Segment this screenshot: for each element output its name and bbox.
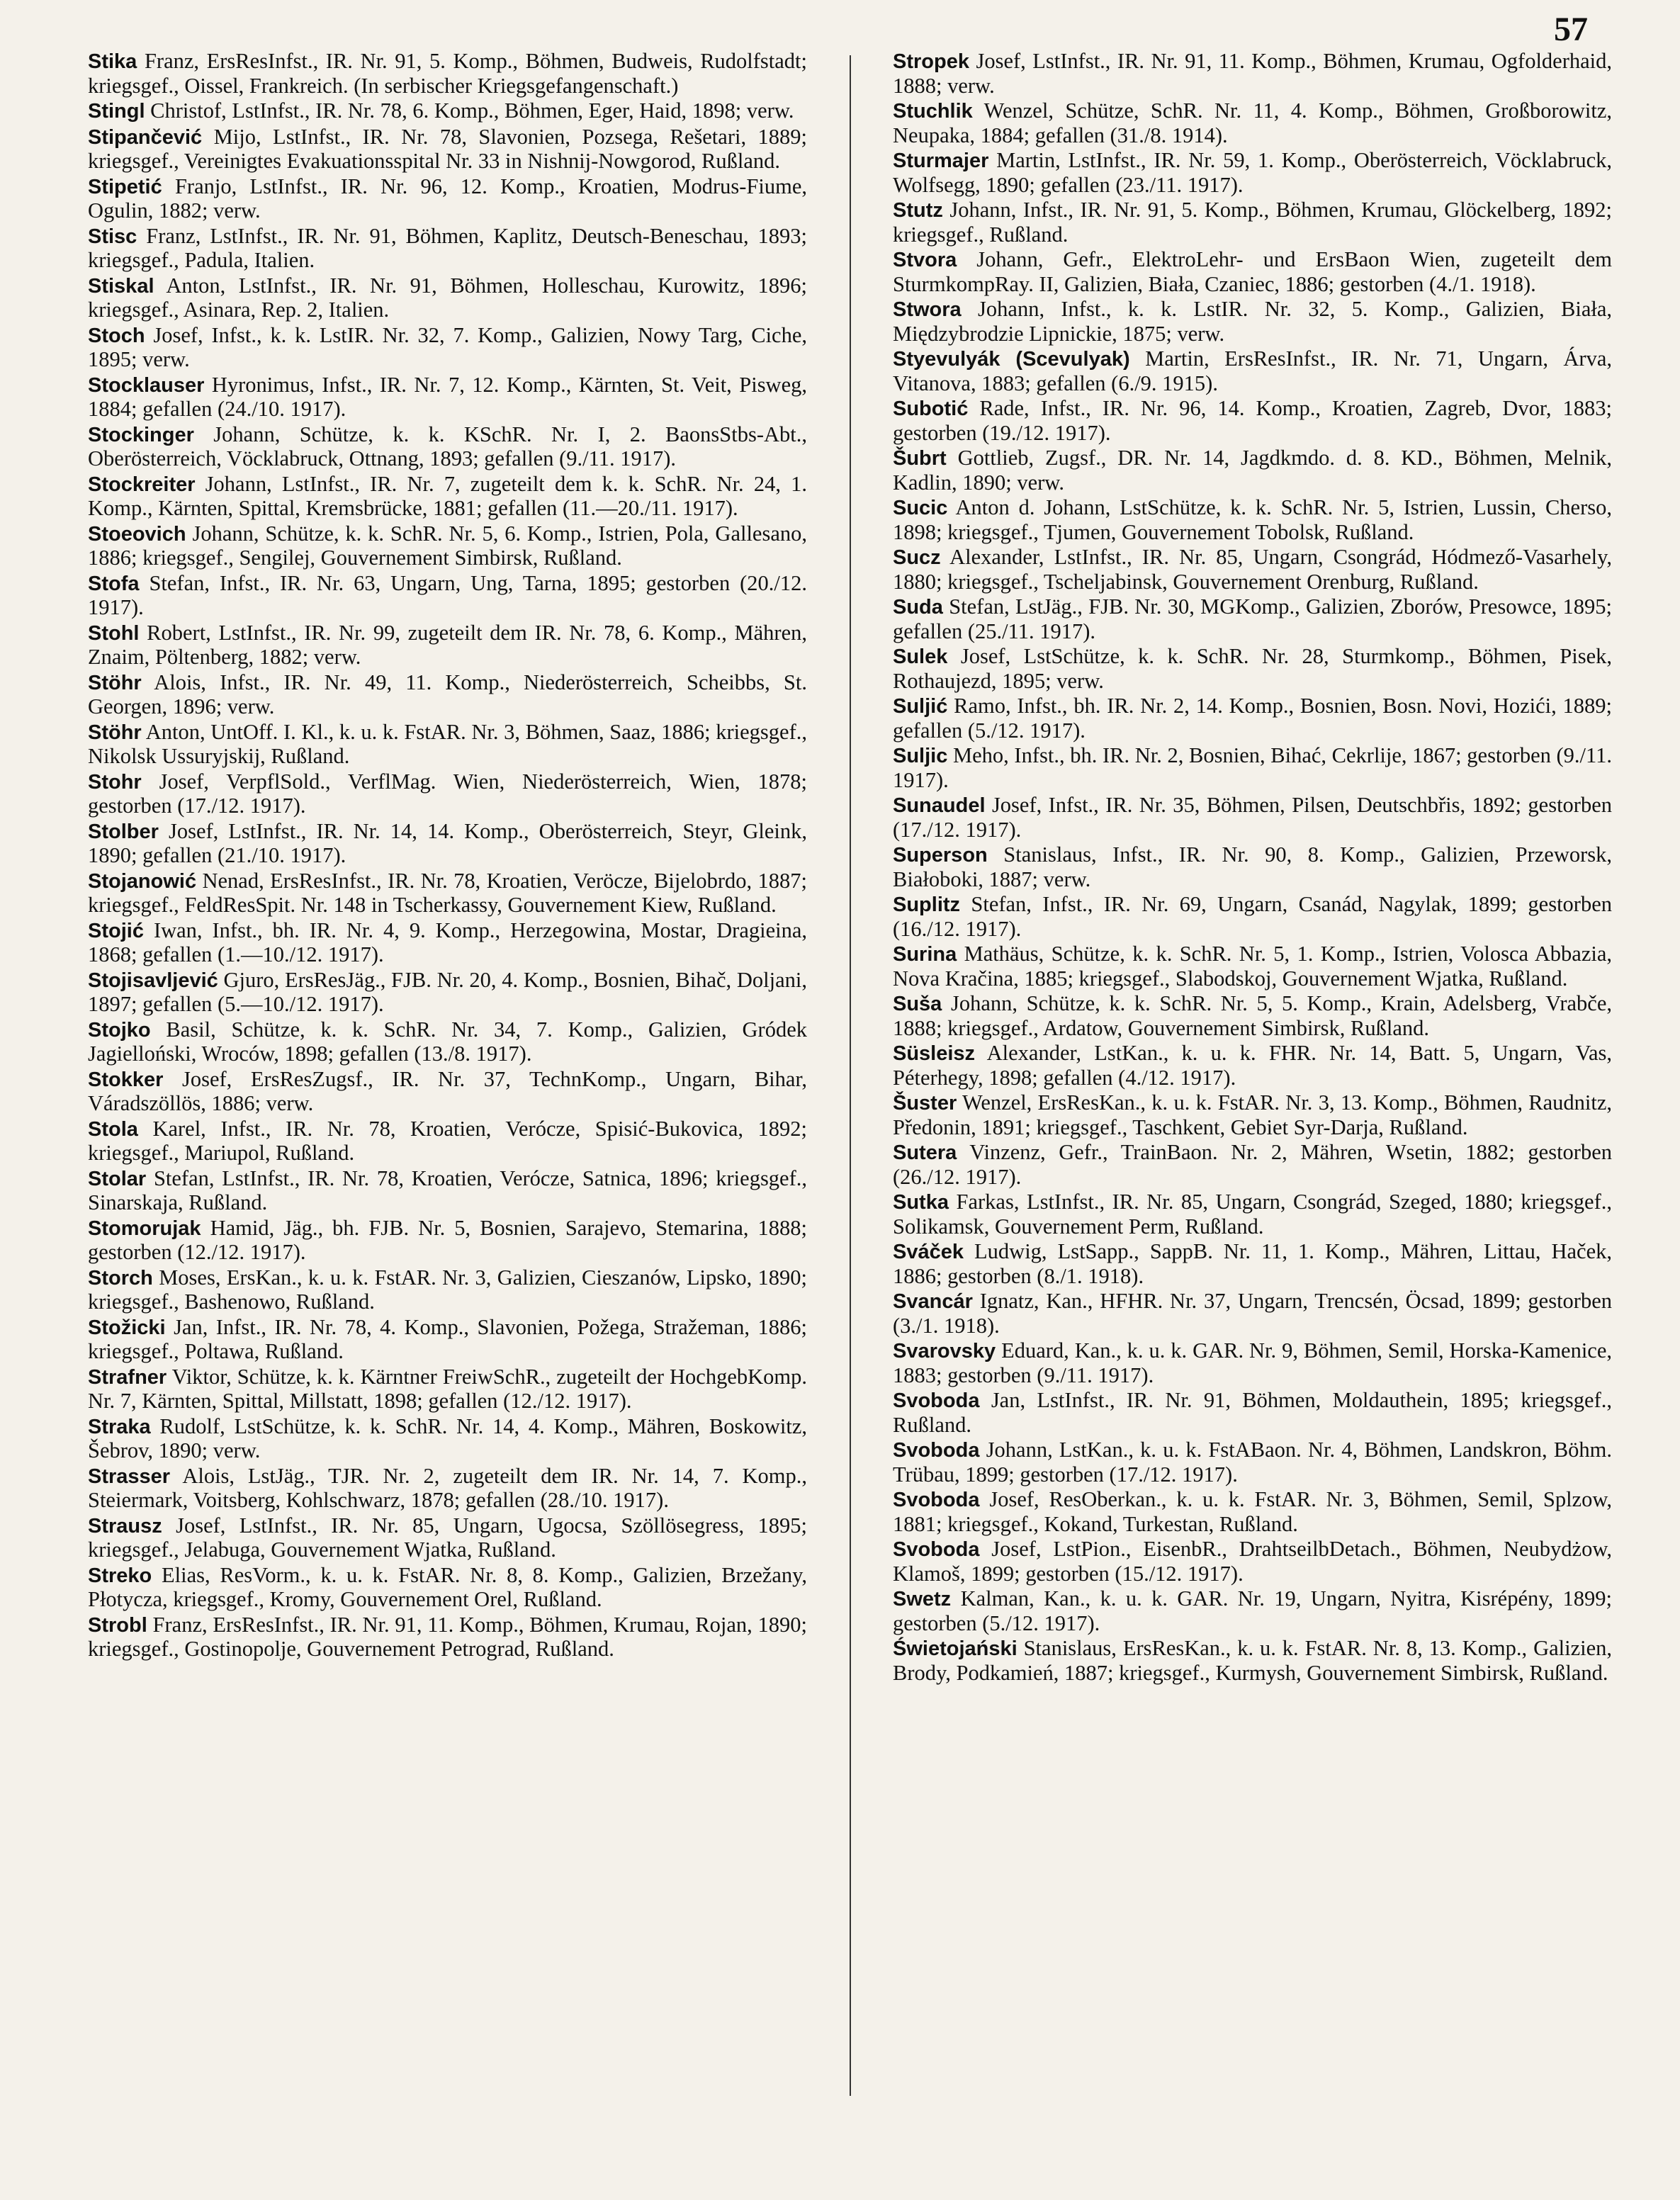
entry-details: Mathäus, Schütze, k. k. SchR. Nr. 5, 1. Komp., Istrien, Volosca Abbazia, Nova Kračina, 1885; kriegsgef., Slabodskoj, Gouvernement Wjatka, Rußland.: [893, 942, 1612, 991]
register-entry: [88, 969, 807, 1017]
register-entry: [893, 1488, 1612, 1536]
entry-surname: Svoboda: [893, 1389, 980, 1412]
entry-details: Josef, VerpflSold., VerflMag. Wien, Niederösterreich, Wien, 1878; gestorben (17./12. 1917).: [88, 769, 808, 818]
entry-details: Josef, ErsResZugsf., IR. Nr. 37, TechnKomp., Ungarn, Bihar, Váradszöllös, 1886; verw.: [88, 1066, 808, 1115]
register-entry: [893, 843, 1612, 891]
entry-surname: Stofa: [88, 572, 140, 595]
register-entry: [88, 1564, 807, 1612]
entry-surname: Suljic: [893, 745, 948, 767]
entry-surname: Świetojański: [893, 1637, 1017, 1660]
entry-details: Anton d. Johann, LstSchütze, k. k. SchR. Nr. 5, Istrien, Lussin, Cherso, 1898; kriegsgef., Tjumen, Gouvernement Tobolsk, Rußland.: [893, 495, 1612, 544]
columns: [88, 50, 1612, 2104]
page-number: 57: [1554, 11, 1588, 48]
entry-details: Jan, LstInfst., IR. Nr. 91, Böhmen, Moldauthein, 1895; kriegsgef., Rußland.: [893, 1388, 1612, 1437]
entry-details: Stanislaus, ErsResKan., k. u. k. FstAR. Nr. 8, 13. Komp., Galizien, Brody, Podkamień, 1887; kriegsgef., Kurmysh, Gouvernement Simbirsk, Rußland.: [893, 1636, 1613, 1685]
register-entry: [893, 1587, 1612, 1635]
entry-surname: Stožicki: [88, 1316, 166, 1339]
entry-surname: Stoeovich: [88, 522, 186, 546]
register-entry: [893, 496, 1612, 544]
entry-surname: Suša: [893, 993, 942, 1015]
entry-surname: Stöhr: [88, 671, 142, 694]
entry-details: Anton, LstInfst., IR. Nr. 91, Böhmen, Holleschau, Kurowitz, 1896; kriegsgef., Asinara, Rep. 2, Italien.: [88, 273, 807, 322]
entry-details: Mijo, LstInfst., IR. Nr. 78, Slavonien, Pozsega, Rešetari, 1889; kriegsgef., Vereinigtes Evakuationsspital Nr. 33 in Nishnij-Nowgorod, Rußland.: [88, 124, 808, 173]
entry-details: Josef, LstInfst., IR. Nr. 85, Ungarn, Ugocsa, Szöllösegress, 1895; kriegsgef., Jelabuga, Gouvernement Wjatka, Rußland.: [88, 1513, 807, 1562]
register-entry: [88, 1613, 807, 1662]
entry-details: Franjo, LstInfst., IR. Nr. 96, 12. Komp., Kroatien, Modrus-Fiume, Ogulin, 1882; verw.: [88, 174, 808, 222]
entry-details: Josef, LstInfst., IR. Nr. 14, 14. Komp., Oberösterreich, Steyr, Gleink, 1890; gefallen (21./10. 1917).: [88, 818, 808, 867]
register-entry: [893, 645, 1612, 693]
entry-surname: Subotić: [893, 397, 969, 420]
register-entry: [88, 1514, 807, 1562]
entry-surname: Sunaudel: [893, 794, 986, 817]
entry-details: Hamid, Jäg., bh. FJB. Nr. 5, Bosnien, Sarajevo, Stemarina, 1888; gestorben (12./12. 1917).: [88, 1215, 807, 1264]
entry-surname: Šubrt: [893, 447, 947, 470]
entry-surname: Stoch: [88, 324, 145, 347]
register-entry: [893, 347, 1612, 395]
entry-details: Johann, LstInfst., IR. Nr. 7, zugeteilt dem k. k. SchR. Nr. 24, 1. Komp., Kärnten, Spittal, Kremsbrücke, 1881; gefallen (11.—20./11. 1917).: [88, 471, 808, 520]
register-entry: [88, 423, 807, 471]
entry-surname: Stolar: [88, 1167, 147, 1190]
register-entry: [893, 397, 1612, 445]
register-entry: [893, 1042, 1612, 1090]
entry-surname: Stika: [88, 50, 137, 73]
entry-details: Johann, Schütze, k. k. SchR. Nr. 5, 5. Komp., Krain, Adelsberg, Vrabče, 1888; kriegsgef., Ardatow, Gouvernement Simbirsk, Rußland.: [893, 991, 1613, 1040]
register-entry: [88, 1465, 807, 1513]
entry-details: Alexander, LstKan., k. u. k. FHR. Nr. 14, Batt. 5, Ungarn, Vas, Péterhegy, 1898; gefallen (4./12. 1917).: [893, 1041, 1613, 1090]
register-entry: [88, 770, 807, 818]
register-entry: [88, 1018, 807, 1066]
entry-surname: Swetz: [893, 1588, 952, 1610]
entry-details: Jan, Infst., IR. Nr. 78, 4. Komp., Slavonien, Požega, Stražeman, 1886; kriegsgef., Poltawa, Rußland.: [88, 1314, 807, 1363]
register-entry: [893, 50, 1612, 98]
entry-details: Rade, Infst., IR. Nr. 96, 14. Komp., Kroatien, Zagreb, Dvor, 1883; gestorben (19./12. 1917).: [893, 396, 1613, 445]
entry-details: Stefan, Infst., IR. Nr. 69, Ungarn, Csanád, Nagylak, 1899; gestorben (16./12. 1917).: [893, 892, 1612, 941]
register-entry: [893, 1091, 1612, 1139]
entry-surname: Sutka: [893, 1191, 949, 1214]
entry-surname: Stockinger: [88, 423, 194, 446]
register-entry: [893, 1637, 1612, 1685]
entry-surname: Surina: [893, 943, 957, 966]
register-entry: [88, 1217, 807, 1265]
register-entry: [88, 1365, 807, 1414]
entry-surname: Stojko: [88, 1018, 151, 1042]
entry-details: Robert, LstInfst., IR. Nr. 99, zugeteilt dem IR. Nr. 78, 6. Komp., Mähren, Znaim, Pöltenberg, 1882; verw.: [88, 620, 808, 669]
entry-surname: Streko: [88, 1564, 152, 1587]
register-entry: [893, 595, 1612, 643]
entry-surname: Sulek: [893, 645, 948, 668]
entry-details: Vinzenz, Gefr., TrainBaon. Nr. 2, Mähren, Wsetin, 1882; gestorben (26./12. 1917).: [893, 1140, 1612, 1189]
register-entry: [88, 522, 807, 570]
register-entry: [88, 274, 807, 322]
entry-surname: Stöhr: [88, 721, 142, 744]
register-entry: [893, 446, 1612, 495]
entry-details: Basil, Schütze, k. k. SchR. Nr. 34, 7. Komp., Galizien, Gródek Jagielloński, Wroców, 1898; gefallen (13./8. 1917).: [88, 1017, 807, 1066]
entry-surname: Svancár: [893, 1290, 973, 1313]
entry-surname: Stiskal: [88, 274, 154, 298]
register-entry: [88, 125, 807, 174]
entry-surname: Stipančević: [88, 125, 203, 149]
register-entry: [893, 298, 1612, 346]
right-column: [893, 50, 1612, 2104]
entry-surname: Stohl: [88, 621, 140, 645]
entry-surname: Stvora: [893, 249, 957, 271]
entry-surname: Suljić: [893, 695, 948, 718]
entry-surname: Sucic: [893, 497, 948, 519]
register-entry: [893, 893, 1612, 941]
entry-surname: Stwora: [893, 298, 962, 321]
register-entry: [88, 919, 807, 967]
entry-surname: Strasser: [88, 1465, 171, 1488]
register-entry: [893, 794, 1612, 842]
entry-details: Josef, LstSchütze, k. k. SchR. Nr. 28, Sturmkomp., Böhmen, Pisek, Rothaujezd, 1895; verw.: [893, 644, 1612, 693]
entry-surname: Strafner: [88, 1365, 167, 1389]
entry-details: Stefan, LstJäg., FJB. Nr. 30, MGKomp., Galizien, Zborów, Presowce, 1895; gefallen (25./11. 1917).: [893, 594, 1613, 643]
entry-surname: Sturmajer: [893, 150, 989, 172]
entry-details: Christof, LstInfst., IR. Nr. 78, 6. Komp., Böhmen, Eger, Haid, 1898; verw.: [150, 98, 794, 123]
entry-surname: Svoboda: [893, 1439, 980, 1462]
register-entry: [88, 1316, 807, 1364]
entry-details: Wenzel, Schütze, SchR. Nr. 11, 4. Komp., Böhmen, Großborowitz, Neupaka, 1884; gefallen (31./8. 1914).: [893, 98, 1612, 147]
entry-surname: Stomorujak: [88, 1217, 201, 1240]
entry-details: Gottlieb, Zugsf., DR. Nr. 14, Jagdkmdo. d. 8. KD., Böhmen, Melnik, Kadlin, 1890; verw.: [893, 446, 1612, 495]
entry-details: Josef, LstPion., EisenbR., DrahtseilbDetach., Böhmen, Neubydżow, Klamoš, 1899; gestorben (15./12. 1917).: [893, 1537, 1613, 1586]
entry-surname: Sváček: [893, 1241, 964, 1263]
entry-surname: Storch: [88, 1266, 153, 1290]
register-entry: [893, 99, 1612, 147]
entry-details: Hyronimus, Infst., IR. Nr. 7, 12. Komp., Kärnten, St. Veit, Pisweg, 1884; gefallen (24./10. 1917).: [88, 372, 807, 421]
entry-details: Ludwig, LstSapp., SappB. Nr. 11, 1. Komp., Mähren, Littau, Haček, 1886; gestorben (8./1. 1918).: [893, 1239, 1613, 1288]
entry-details: Ramo, Infst., bh. IR. Nr. 2, 14. Komp., Bosnien, Bosn. Novi, Hozići, 1889; gefallen (5./12. 1917).: [893, 694, 1612, 743]
entry-details: Nenad, ErsResInfst., IR. Nr. 78, Kroatien, Veröcze, Bijelobrdo, 1887; kriegsgef., FeldResSpit. Nr. 148 in Tscherkassy, Gouvernement Kiew, Rußland.: [88, 868, 808, 917]
entry-details: Johann, Gefr., ElektroLehr- und ErsBaon Wien, zugeteilt dem SturmkompRay. II, Galizien, Biała, Czaniec, 1886; gestorben (4./1. 1918).: [893, 247, 1613, 296]
entry-surname: Šuster: [893, 1092, 957, 1115]
register-entry: [893, 149, 1612, 197]
register-entry: [893, 992, 1612, 1040]
register-entry: [88, 621, 807, 670]
entry-details: Josef, ResOberkan., k. u. k. FstAR. Nr. 3, Böhmen, Semil, Splzow, 1881; kriegsgef., Kokand, Turkestan, Rußland.: [893, 1487, 1612, 1536]
register-entry: [88, 1117, 807, 1166]
entry-details: Wenzel, ErsResKan., k. u. k. FstAR. Nr. 3, 13. Komp., Böhmen, Raudnitz, Předonin, 1891; kriegsgef., Taschkent, Gebiet Syr-Darja, Rußland.: [893, 1090, 1612, 1139]
entry-details: Karel, Infst., IR. Nr. 78, Kroatien, Verócze, Spisić-Bukovica, 1892; kriegsgef., Mariupol, Rußland.: [88, 1116, 807, 1165]
entry-details: Viktor, Schütze, k. k. Kärntner FreiwSchR., zugeteilt der HochgebKomp. Nr. 7, Kärnten, Spittal, Millstatt, 1898; gefallen (12./12. 1917).: [88, 1364, 807, 1413]
entry-details: Kalman, Kan., k. u. k. GAR. Nr. 19, Ungarn, Nyitra, Kisrépény, 1899; gestorben (5./12. 1917).: [893, 1586, 1613, 1635]
register-entry: [893, 744, 1612, 792]
register-entry: [88, 1266, 807, 1314]
column-divider: [850, 55, 851, 2096]
register-entry: [88, 721, 807, 769]
entry-details: Josef, Infst., IR. Nr. 35, Böhmen, Pilsen, Deutschbřis, 1892; gestorben (17./12. 1917).: [893, 793, 1613, 842]
entry-surname: Svoboda: [893, 1489, 980, 1511]
entry-surname: Sutera: [893, 1141, 957, 1164]
register-entry: [88, 324, 807, 372]
entry-surname: Stojisavljević: [88, 969, 218, 992]
register-entry: [893, 1141, 1612, 1189]
entry-details: Martin, ErsResInfst., IR. Nr. 71, Ungarn, Árva, Vitanova, 1883; gefallen (6./9. 1915).: [893, 346, 1613, 395]
entry-details: Stefan, LstInfst., IR. Nr. 78, Kroatien, Verócze, Satnica, 1896; kriegsgef., Sinarskaja, Rußland.: [88, 1166, 808, 1214]
entry-details: Anton, UntOff. I. Kl., k. u. k. FstAR. Nr. 3, Böhmen, Saaz, 1886; kriegsgef., Nikolsk Ussuryjskij, Rußland.: [88, 719, 807, 768]
register-entry: [88, 572, 807, 620]
register-entry: [88, 99, 807, 124]
entry-details: Gjuro, ErsResJäg., FJB. Nr. 20, 4. Komp., Bosnien, Bihač, Doljani, 1897; gefallen (5.—10./12. 1917).: [88, 967, 808, 1016]
entry-surname: Stropek: [893, 50, 969, 73]
entry-surname: Suplitz: [893, 893, 961, 916]
entry-details: Franz, ErsResInfst., IR. Nr. 91, 11. Komp., Böhmen, Krumau, Rojan, 1890; kriegsgef., Gostinopolje, Gouvernement Petrograd, Rußland.: [88, 1612, 807, 1661]
entry-details: Elias, ResVorm., k. u. k. FstAR. Nr. 8, 8. Komp., Galizien, Brzežany, Płotycza, kriegsgef., Kromy, Gouvernement Orel, Rußland.: [88, 1562, 808, 1611]
entry-details: Stanislaus, Infst., IR. Nr. 90, 8. Komp., Galizien, Przeworsk, Białoboki, 1887; verw.: [893, 842, 1612, 891]
entry-details: Josef, Infst., k. k. LstIR. Nr. 32, 7. Komp., Galizien, Nowy Targ, Ciche, 1895; verw.: [88, 322, 807, 371]
entry-surname: Stutz: [893, 199, 943, 222]
entry-surname: Stojić: [88, 919, 144, 942]
entry-surname: Stockreiter: [88, 473, 196, 496]
entry-surname: Styevulyák (Scevulyak): [893, 348, 1130, 371]
register-entry: [88, 225, 807, 273]
entry-details: Farkas, LstInfst., IR. Nr. 85, Ungarn, Csongrád, Szeged, 1880; kriegsgef., Solikamsk, Gouvernement Perm, Rußland.: [893, 1190, 1613, 1239]
entry-surname: Stisc: [88, 225, 137, 248]
entry-details: Franz, LstInfst., IR. Nr. 91, Böhmen, Kaplitz, Deutsch-Beneschau, 1893; kriegsgef., Padula, Italien.: [88, 223, 808, 272]
register-entry: [893, 942, 1612, 991]
entry-details: Franz, ErsResInfst., IR. Nr. 91, 5. Komp., Böhmen, Budweis, Rudolfstadt; kriegsgef., Oissel, Frankreich. (In serbischer Kriegsgefangenschaft.): [88, 49, 808, 98]
entry-surname: Stingl: [88, 100, 145, 123]
entry-details: Johann, Infst., k. k. LstIR. Nr. 32, 5. Komp., Galizien, Biała, Międzybrodzie Lipnickie, 1875; verw.: [893, 297, 1612, 346]
register-entry: [893, 1240, 1612, 1288]
entry-surname: Sucz: [893, 546, 941, 569]
entry-details: Stefan, Infst., IR. Nr. 63, Ungarn, Ung, Tarna, 1895; gestorben (20./12. 1917).: [88, 570, 808, 619]
register-entry: [88, 671, 807, 719]
entry-surname: Strobl: [88, 1613, 147, 1637]
entry-details: Iwan, Infst., bh. IR. Nr. 4, 9. Komp., Herzegowina, Mostar, Dragieina, 1868; gefallen (1.—10./12. 1917).: [88, 918, 808, 966]
register-entry: [893, 198, 1612, 247]
entry-surname: Stohr: [88, 770, 142, 794]
register-entry: [88, 1167, 807, 1215]
register-entry: [893, 1339, 1612, 1387]
register-entry: [88, 175, 807, 223]
register-entry: [88, 869, 807, 918]
entry-surname: Svarovsky: [893, 1340, 996, 1363]
entry-details: Alexander, LstInfst., IR. Nr. 85, Ungarn, Csongrád, Hódmező-Vasarhely, 1880; kriegsgef., Tscheljabinsk, Gouvernement Orenburg, Rußland.: [893, 545, 1612, 594]
register-entry: [893, 1538, 1612, 1586]
entry-details: Johann, Schütze, k. k. SchR. Nr. 5, 6. Komp., Istrien, Pola, Gallesano, 1886; kriegsgef., Sengilej, Gouvernement Simbirsk, Rußland.: [88, 521, 807, 570]
entry-details: Alois, Infst., IR. Nr. 49, 11. Komp., Niederösterreich, Scheibbs, St. Georgen, 1896; verw.: [88, 670, 807, 718]
register-entry: [88, 473, 807, 521]
entry-details: Johann, LstKan., k. u. k. FstABaon. Nr. 4, Böhmen, Landskron, Böhm. Trübau, 1899; gestorben (17./12. 1917).: [893, 1438, 1613, 1487]
register-entry: [893, 1290, 1612, 1338]
entry-details: Alois, LstJäg., TJR. Nr. 2, zugeteilt dem IR. Nr. 14, 7. Komp., Steiermark, Voitsberg, Kohlschwarz, 1878; gefallen (28./10. 1917).: [88, 1463, 807, 1512]
register-entry: [893, 1190, 1612, 1239]
register-entry: [893, 694, 1612, 743]
entry-surname: Stipetić: [88, 175, 162, 198]
entry-surname: Süsleisz: [893, 1042, 976, 1065]
left-column: [88, 50, 807, 2104]
entry-surname: Stojanowić: [88, 869, 197, 893]
entry-surname: Stola: [88, 1117, 138, 1141]
entry-surname: Stolber: [88, 820, 159, 843]
entry-surname: Stuchlik: [893, 100, 973, 123]
entry-details: Martin, LstInfst., IR. Nr. 59, 1. Komp., Oberösterreich, Vöcklabruck, Wolfsegg, 1890; gefallen (23./11. 1917).: [893, 148, 1613, 197]
entry-details: Ignatz, Kan., HFHR. Nr. 37, Ungarn, Trencsén, Öcsad, 1899; gestorben (3./1. 1918).: [893, 1289, 1612, 1338]
entry-details: Moses, ErsKan., k. u. k. FstAR. Nr. 3, Galizien, Cieszanów, Lipsko, 1890; kriegsgef., Bashenowo, Rußland.: [88, 1265, 807, 1314]
entry-details: Johann, Schütze, k. k. KSchR. Nr. I, 2. BaonsStbs-Abt., Oberösterreich, Vöcklabruck, Ottnang, 1893; gefallen (9./11. 1917).: [88, 422, 808, 470]
register-entry: [88, 1068, 807, 1116]
entry-surname: Stokker: [88, 1068, 164, 1091]
register-entry: [88, 1415, 807, 1463]
register-entry: [893, 1438, 1612, 1487]
entry-surname: Superson: [893, 844, 988, 867]
entry-details: Eduard, Kan., k. u. k. GAR. Nr. 9, Böhmen, Semil, Horska-Kamenice, 1883; gestorben (9./11. 1917).: [893, 1338, 1613, 1387]
register-entry: [893, 546, 1612, 594]
entry-details: Josef, LstInfst., IR. Nr. 91, 11. Komp., Böhmen, Krumau, Ogfolderhaid, 1888; verw.: [893, 49, 1613, 98]
entry-surname: Svoboda: [893, 1538, 980, 1561]
entry-details: Johann, Infst., IR. Nr. 91, 5. Komp., Böhmen, Krumau, Glöckelberg, 1892; kriegsgef., Rußland.: [893, 198, 1613, 247]
entry-surname: Suda: [893, 596, 943, 619]
register-entry: [88, 50, 807, 98]
register-entry: [893, 1389, 1612, 1437]
register-entry: [88, 373, 807, 422]
register-entry: [893, 248, 1612, 296]
entry-details: Rudolf, LstSchütze, k. k. SchR. Nr. 14, 4. Komp., Mähren, Boskowitz, Šebrov, 1890; verw.: [88, 1414, 808, 1462]
entry-surname: Straka: [88, 1415, 151, 1438]
entry-surname: Stocklauser: [88, 373, 205, 397]
entry-details: Meho, Infst., bh. IR. Nr. 2, Bosnien, Bihać, Cekrlije, 1867; gestorben (9./11. 1917).: [893, 743, 1612, 792]
entry-surname: Strausz: [88, 1514, 162, 1538]
register-entry: [88, 820, 807, 868]
